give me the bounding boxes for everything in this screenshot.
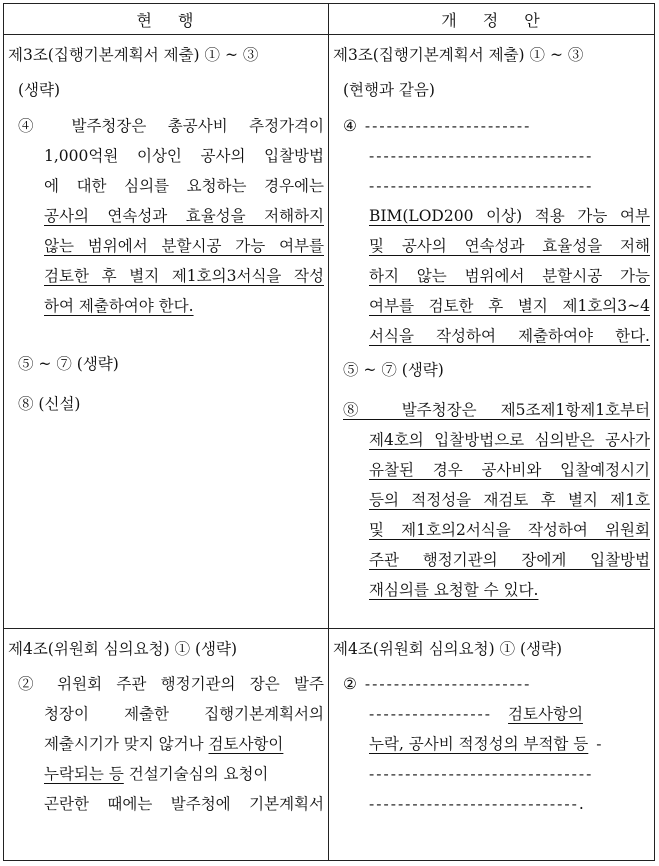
article4-current: [4, 629, 329, 861]
article3-same: (현행과 같음): [343, 81, 435, 100]
article4-row: [4, 629, 655, 861]
comparison-table: [3, 3, 655, 861]
article3-proposed: [329, 35, 655, 629]
article3-title-current: 제3조(집행기본계획서 제출) ① ~ ③: [8, 46, 259, 65]
article3-para4-proposed: ④ ----------------------- ------------------------------- ------------------------------- BIM(LOD200 이상) 적용 가능 여부 및 공사의 연속성과 효율성을 저해 하지 않는 범위에서 분할시공 가능 여부를 검토한 후 별지 제1호의3~4 서식을 작성하여 제출하여야 한다.: [343, 117, 650, 346]
article4-proposed: [329, 629, 655, 861]
header-row: [4, 4, 655, 35]
article3-row: [4, 35, 655, 629]
article3-current: [4, 35, 329, 629]
article3-omit: (생략): [18, 81, 61, 100]
article3-title-proposed: 제3조(집행기본계획서 제출) ① ~ ③: [333, 46, 584, 65]
article3-para5-proposed: ⑤ ~ ⑦ (생략): [343, 361, 444, 380]
article3-para8-proposed: ⑧ 발주청장은 제5조제1항제1호부터 제4호의 입찰방법으로 심의받은 공사가 유찰된 경우 공사비와 입찰예정시기 등의 적정성을 재검토 후 별지 제1호 및 제1호의2서식을 작성하여 위원회 주관 행정기관의 장에게 입찰방법 재심의를 요청할 수 있다.: [343, 401, 650, 600]
article3-para4-current: ④ 발주청장은 총공사비 추정가격이 1,000억원 이상인 공사의 입찰방법 에 대한 심의를 요청하는 경우에는 공사의 연속성과 효율성을 저해하지 않는 범위에서 분할시공 가능 여부를 검토한 후 별지 제1호의3서식을 작성 하여 제출하여야 한다.: [18, 117, 324, 316]
article4-title-current: 제4조(위원회 심의요청) ① (생략): [8, 640, 238, 659]
header-current: 현 행: [4, 4, 329, 35]
article4-title-proposed: 제4조(위원회 심의요청) ① (생략): [333, 640, 563, 659]
article3-para5-current: ⑤ ~ ⑦ (생략): [18, 355, 119, 374]
article3-para8-current: ⑧ (신설): [18, 395, 81, 414]
article4-para2-proposed: ② ----------------------- ----------------- 검토사항의 누락, 공사비 적정성의 부적합 등 - ------------------------------- -----------------------------.: [343, 675, 604, 814]
header-proposed: 개 정 안: [329, 4, 655, 35]
article4-para2-current: ② 위원회 주관 행정기관의 장은 발주 청장이 제출한 집행기본계획서의 제출시기가 맞지 않거나 검토사항이 누락되는 등 건설기술심의 요청이 곤란한 때에는 발주청에 기본계획서: [18, 675, 324, 814]
